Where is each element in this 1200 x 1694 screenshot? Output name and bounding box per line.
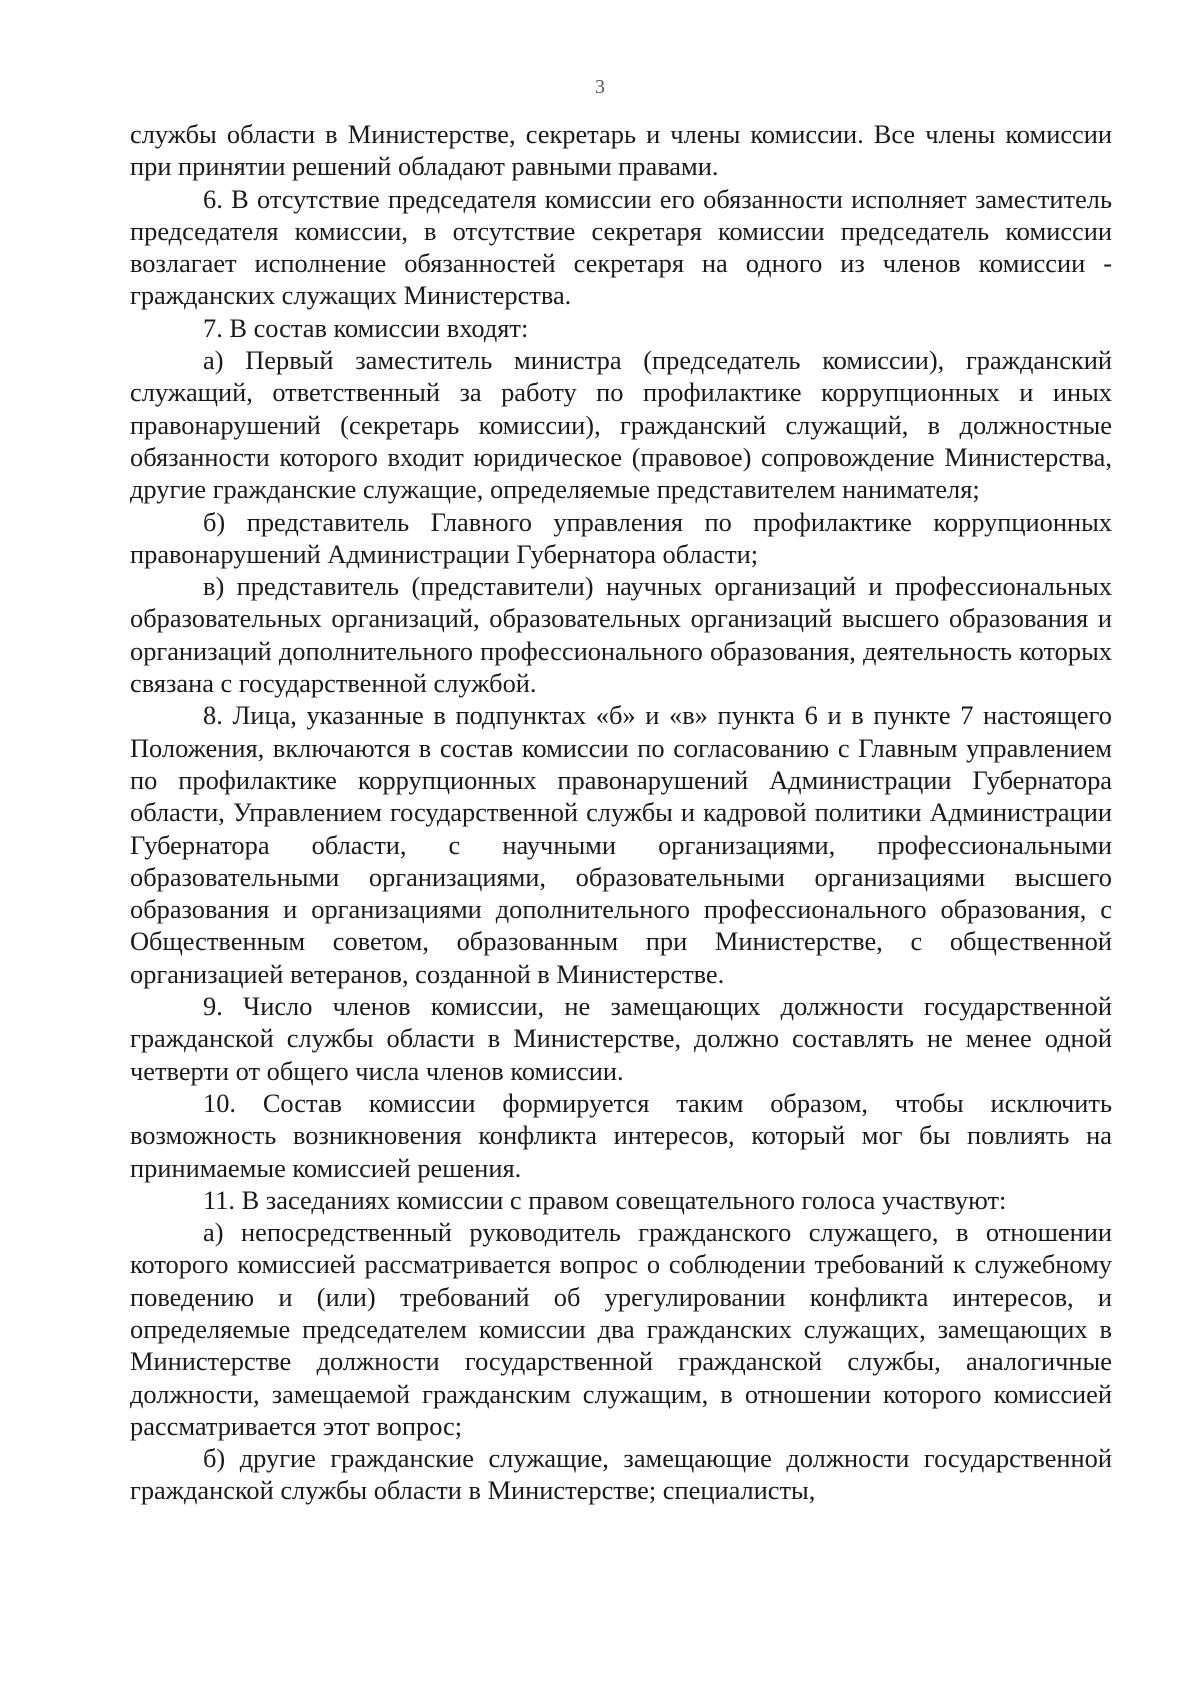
document-body: [130, 118, 1112, 1507]
paragraph-item-9: 9. Число членов комиссии, не замещающих должности государственной гражданской службы области в Министерстве, должно составлять не менее одной четверти от общего числа членов комиссии.: [130, 991, 1112, 1086]
paragraph-continuation: службы области в Министерстве, секретарь и члены комиссии. Все члены комиссии при принятии решений обладают равными правами.: [130, 119, 1112, 182]
paragraph-item-10: 10. Состав комиссии формируется таким образом, чтобы исключить возможность возникновения конфликта интересов, который мог бы повлиять на принимаемые комиссией решения.: [130, 1087, 1112, 1183]
paragraph-item-7: 7. В состав комиссии входят:: [203, 312, 529, 343]
page-number: 3: [595, 76, 605, 98]
paragraph-item-6: 6. В отсутствие председателя комиссии его обязанности исполняет заместитель председателя комиссии, в отсутствие секретаря комиссии председатель комиссии возлагает исполнение обязанностей секретаря на одного из членов комиссии - гражданских служащих Министерства.: [130, 183, 1112, 311]
paragraph-item-7v: в) представитель (представители) научных организаций и профессиональных образовательных организаций, образовательных организаций высшего образования и организаций дополнительного профессионального образования, деятельность которых связана с государственной службой.: [130, 571, 1112, 699]
paragraph-item-7a: а) Первый заместитель министра (председатель комиссии), гражданский служащий, ответственный за работу по профилактике коррупционных и иных правонарушений (секретарь комиссии), гражданский служащий, в должностные обязанности которого входит юридическое (правовое) сопровождение Министерства, другие гражданские служащие, определяемые представителем нанимателя;: [130, 345, 1112, 505]
paragraph-item-8: 8. Лица, указанные в подпунктах «б» и «в» пункта 6 и в пункте 7 настоящего Положения, включаются в состав комиссии по согласованию с Главным управлением по профилактике коррупционных правонарушений Администрации Губернатора области, Управлением государственной службы и кадровой политики Администрации Губернатора области, с научными организациями, профессиональными образовательными организациями, образовательными организациями высшего образования и организациями дополнительного профессионального образования, с Общественным советом, образованным при Министерстве, с общественной организацией ветеранов, созданной в Министерстве.: [130, 700, 1112, 989]
paragraph-item-11a: а) непосредственный руководитель гражданского служащего, в отношении которого комиссией рассматривается вопрос о соблюдении требований к служебному поведению и (или) требований об урегулировании конфликта интересов, и определяемые председателем комиссии два гражданских служащих, замещающих в Министерстве должности государственной гражданской службы, аналогичные должности, замещаемой гражданским служащим, в отношении которого комиссией рассматривается этот вопрос;: [130, 1217, 1112, 1441]
paragraph-item-7b: б) представитель Главного управления по профилактике коррупционных правонарушений Администрации Губернатора области;: [130, 506, 1112, 569]
paragraph-item-11b: б) другие гражданские служащие, замещающие должности государственной гражданской службы области в Министерстве; специалисты,: [130, 1443, 1112, 1506]
paragraph-item-11: 11. В заседаниях комиссии с правом совещательного голоса участвуют:: [203, 1184, 1007, 1215]
